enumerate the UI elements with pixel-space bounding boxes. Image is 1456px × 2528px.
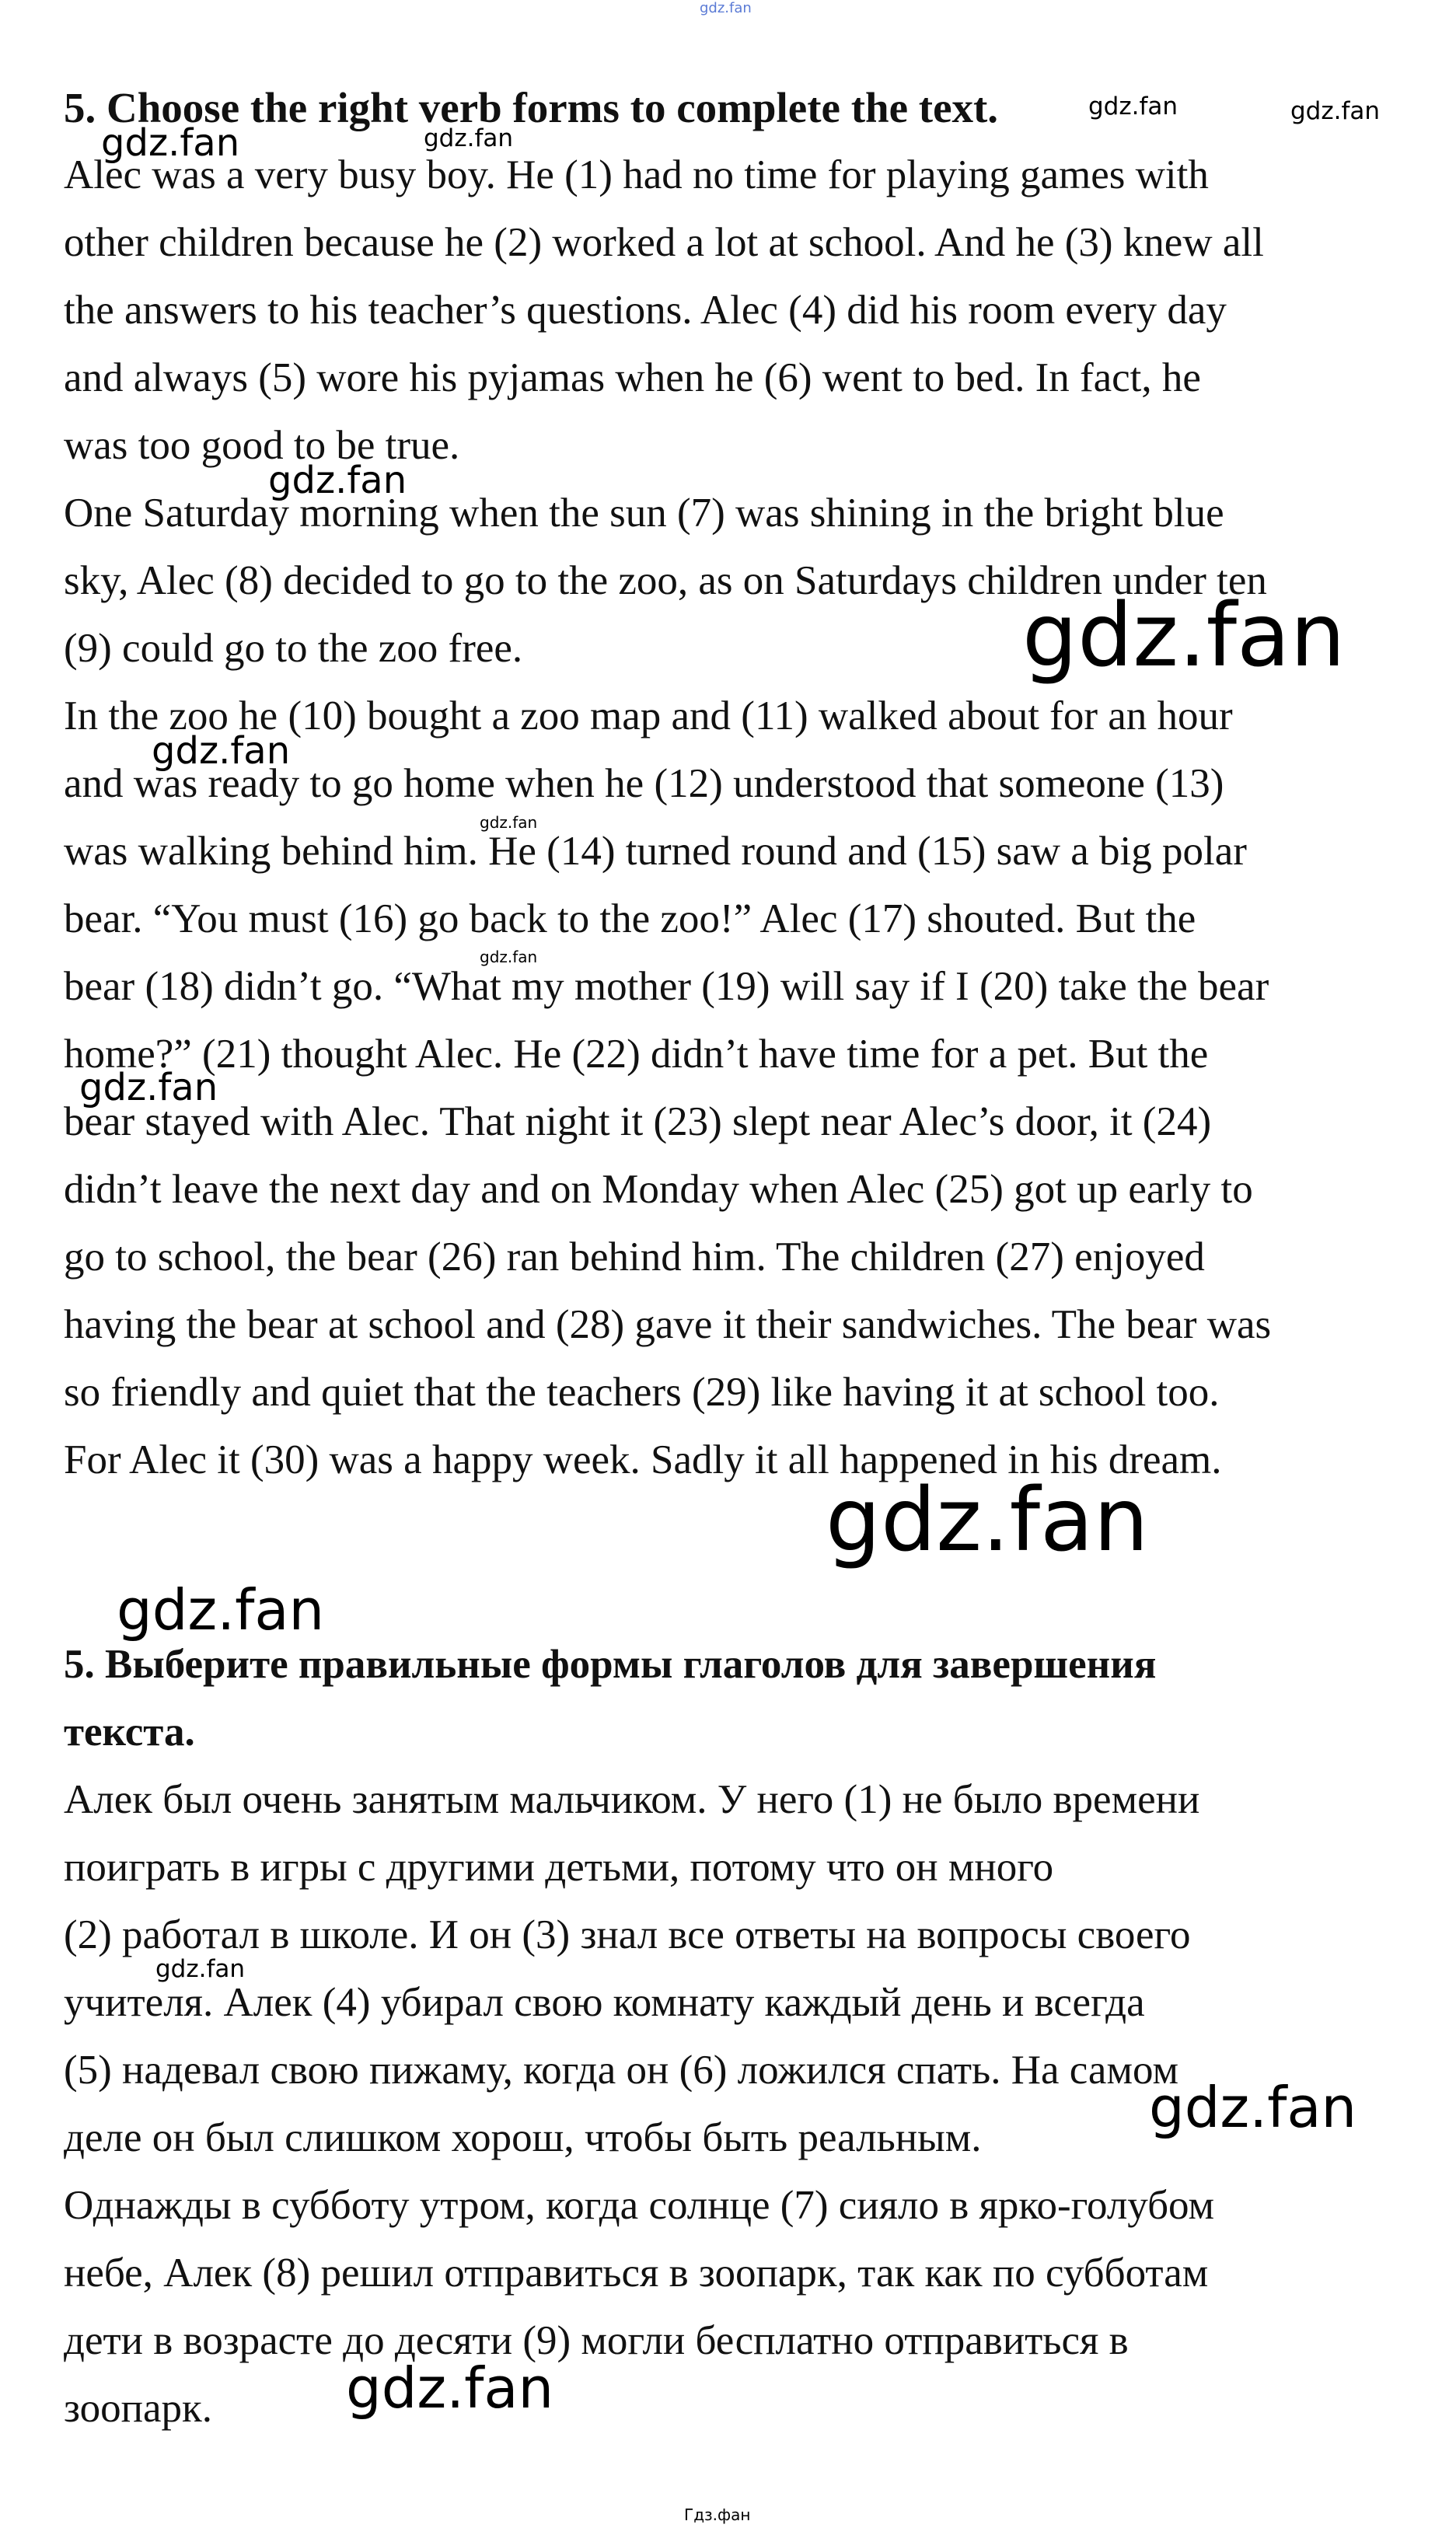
english-line: In the zoo he (10) bought a zoo map and (11) walked about for an hour (64, 693, 1233, 738)
english-line: Alec was a very busy boy. He (1) had no time for playing games with (64, 152, 1209, 197)
watermark-footer: Гдз.фан (684, 2505, 751, 2524)
russian-title-line: текста. (64, 1709, 195, 1755)
russian-line: учителя. Алек (4) убирал свою комнату каждый день и всегда (64, 1980, 1145, 2025)
english-line: home?” (21) thought Alec. He (22) didn’t have time for a pet. But the (64, 1032, 1209, 1077)
english-line: sky, Alec (8) decided to go to the zoo, as on Saturdays children under ten (64, 558, 1267, 603)
russian-line: деле он был слишком хорош, чтобы быть реальным. (64, 2115, 982, 2160)
english-line: was walking behind him. He (14) turned round and (15) saw a big polar (64, 829, 1247, 874)
english-line: didn’t leave the next day and on Monday when Alec (25) got up early to (64, 1167, 1253, 1212)
watermark-small: gdz.fan (480, 948, 538, 966)
english-line: bear stayed with Alec. That night it (23) slept near Alec’s door, it (24) (64, 1099, 1212, 1144)
russian-line: зоопарк. (64, 2386, 213, 2431)
russian-line: Алек был очень занятым мальчиком. У него (1) не было времени (64, 1777, 1200, 1822)
english-line: go to school, the bear (26) ran behind him. The children (27) enjoyed (64, 1234, 1205, 1280)
russian-line: (2) работал в школе. И он (3) знал все ответы на вопросы своего (64, 1912, 1191, 1957)
watermark: gdz.fan (79, 1066, 218, 1109)
watermark: gdz.fan (152, 729, 291, 773)
watermark-small: gdz.fan (480, 813, 538, 832)
russian-line: Однажды в субботу утром, когда солнце (7) сияло в ярко-голубом (64, 2183, 1215, 2228)
watermark-large: gdz.fan (826, 1470, 1149, 1571)
watermark: gdz.fan (155, 1955, 246, 1983)
watermark: gdz.fan (101, 121, 240, 165)
english-line: was too good to be true. (64, 423, 460, 468)
russian-title-line: 5. Выберите правильные формы глаголов для завершения (64, 1642, 1157, 1687)
english-title: 5. Choose the right verb forms to complete the text. (64, 84, 999, 131)
russian-line: небе, Алек (8) решил отправиться в зоопарк, так как по субботам (64, 2250, 1209, 2296)
watermark-large: gdz.fan (1022, 585, 1346, 686)
watermark: gdz.fan (117, 1577, 325, 1643)
watermark: gdz.fan (346, 2355, 554, 2421)
english-line: having the bear at school and (28) gave it their sandwiches. The bear was (64, 1302, 1272, 1347)
english-line: (9) could go to the zoo free. (64, 626, 523, 671)
russian-line: (5) надевал свою пижаму, когда он (6) ложился спать. На самом (64, 2048, 1179, 2093)
russian-exercise (64, 1631, 1401, 2442)
english-line: bear. “You must (16) go back to the zoo!” Alec (17) shouted. But the (64, 896, 1196, 941)
watermark: gdz.fan (1290, 97, 1381, 125)
watermark: gdz.fan (1149, 2075, 1357, 2140)
english-line: For Alec it (30) was a happy week. Sadly it all happened in his dream. (64, 1437, 1222, 1482)
english-line: and was ready to go home when he (12) understood that someone (13) (64, 761, 1224, 806)
watermark-top: gdz.fan (700, 0, 752, 16)
watermark: gdz.fan (1088, 93, 1178, 120)
english-line: bear (18) didn’t go. “What my mother (19) will say if I (20) take the bear (64, 964, 1269, 1009)
watermark: gdz.fan (268, 459, 407, 502)
english-line: One Saturday morning when the sun (7) was shining in the bright blue (64, 491, 1224, 536)
english-line: other children because he (2) worked a lot at school. And he (3) knew all (64, 220, 1264, 265)
russian-line: поиграть в игры с другими детьми, потому что он много (64, 1845, 1054, 1890)
english-exercise (64, 74, 1401, 1494)
russian-line: дети в возрасте до десяти (9) могли бесплатно отправиться в (64, 2318, 1129, 2363)
watermark: gdz.fan (424, 124, 514, 152)
english-line: so friendly and quiet that the teachers (29) like having it at school too. (64, 1370, 1220, 1415)
english-line: and always (5) wore his pyjamas when he (6) went to bed. In fact, he (64, 355, 1201, 400)
english-line: the answers to his teacher’s questions. Alec (4) did his room every day (64, 288, 1227, 333)
